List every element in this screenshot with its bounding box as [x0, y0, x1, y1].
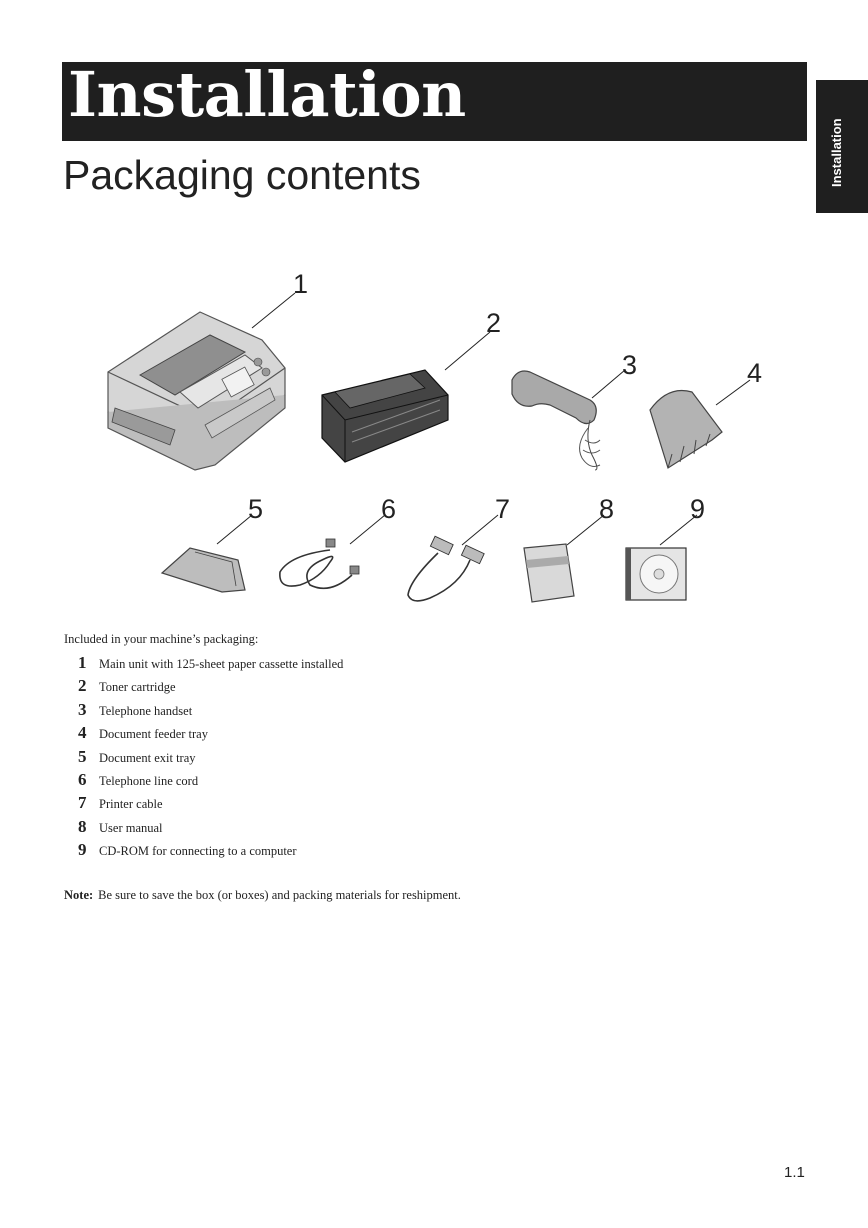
item-number: 9	[78, 840, 87, 860]
callout-6: 6	[381, 494, 397, 524]
callout-7: 7	[495, 494, 511, 524]
callout-1: 1	[293, 269, 309, 299]
user-manual-illustration	[524, 544, 574, 602]
item-number: 2	[78, 676, 87, 696]
document-feeder-tray-illustration	[650, 390, 722, 468]
item-label: Document feeder tray	[99, 727, 208, 742]
list-item	[78, 793, 343, 816]
section-title: Packaging contents	[63, 152, 421, 198]
callout-2: 2	[486, 308, 502, 338]
item-number: 1	[78, 653, 87, 672]
callout-9: 9	[690, 494, 706, 524]
item-number: 5	[78, 746, 87, 766]
item-label: Telephone line cord	[99, 773, 199, 788]
note-label: Note:	[64, 888, 94, 902]
callout-8: 8	[599, 494, 615, 524]
item-label: User manual	[99, 820, 163, 835]
item-label: Main unit with 125-sheet paper cassette installed	[99, 657, 344, 671]
item-number: 8	[78, 816, 87, 836]
item-number: 7	[78, 793, 87, 813]
list-item	[78, 840, 343, 863]
list-item	[78, 653, 343, 676]
item-label: Telephone handset	[99, 703, 193, 718]
list-item	[78, 676, 343, 699]
list-item	[78, 723, 343, 746]
item-label: Document exit tray	[99, 750, 196, 765]
item-number: 6	[78, 769, 87, 789]
item-label: Printer cable	[99, 797, 163, 812]
contents-list	[78, 653, 343, 864]
telephone-handset-illustration	[512, 371, 600, 470]
cd-rom-illustration	[626, 548, 686, 600]
list-item	[78, 747, 343, 770]
telephone-line-cord-illustration	[280, 539, 359, 588]
note	[64, 888, 461, 903]
side-tab-label: Installation	[829, 118, 844, 187]
item-label: Toner cartridge	[99, 680, 176, 695]
item-number: 4	[78, 723, 87, 743]
callout-3: 3	[622, 350, 638, 380]
callout-4: 4	[747, 358, 763, 388]
document-exit-tray-illustration	[162, 548, 245, 592]
note-text: Be sure to save the box (or boxes) and packing materials for reshipment.	[98, 888, 461, 902]
item-number: 3	[78, 699, 87, 719]
toner-cartridge-illustration	[322, 370, 448, 462]
callout-5: 5	[248, 494, 264, 524]
page-number: 1.1	[784, 1164, 805, 1181]
page-title: Installation	[68, 58, 466, 131]
list-item	[78, 817, 343, 840]
item-label: CD-ROM for connecting to a computer	[99, 844, 297, 859]
list-item	[78, 700, 343, 723]
list-item	[78, 770, 343, 793]
printer-cable-illustration	[408, 536, 484, 601]
main-unit-illustration	[108, 312, 285, 470]
contents-intro: Included in your machine’s packaging:	[64, 632, 259, 646]
